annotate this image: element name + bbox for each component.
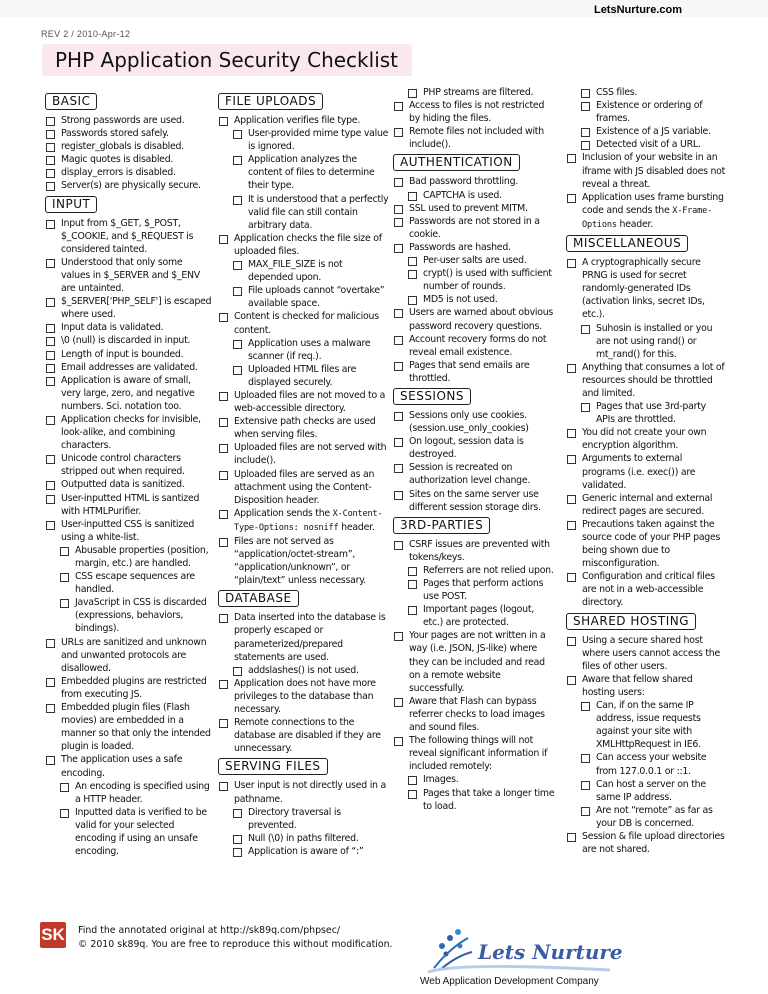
checklist-item (218, 611, 390, 663)
checklist-item (393, 333, 555, 359)
checklist-subitem (45, 570, 213, 596)
checklist-text: Account recovery forms do not reveal email existence. (409, 333, 547, 358)
checklist-item (45, 334, 213, 347)
checklist-text: JavaScript in CSS is discarded (expressions, behaviors, bindings). (75, 597, 207, 635)
checklist-item (45, 140, 213, 153)
checklist-item (218, 310, 390, 336)
section-heading-wrap (566, 610, 726, 634)
checklist-item (393, 461, 555, 487)
checklist-text: Arguments to external programs (i.e. exec()) are validated. (582, 453, 696, 491)
section-heading: DATABASE (218, 590, 299, 607)
checklist-text: Remote connections to the database are disabled if they are unnecessary. (234, 717, 381, 755)
checklist-subitem (218, 153, 390, 192)
checklist-item (393, 409, 555, 435)
checklist-item (393, 306, 555, 332)
checklist-item (45, 166, 213, 179)
section-heading: SERVING FILES (218, 758, 328, 775)
checklist-item (393, 695, 555, 734)
checklist-text: Directory traversal is prevented. (248, 806, 341, 831)
checklist-text: A cryptographically secure PRNG is used for secret randomly-generated IDs (activation links, secret IDs, etc.). (582, 257, 705, 321)
checklist-item (45, 701, 213, 753)
checklist-item (566, 426, 726, 452)
checklist-text: Are not “remote” as far as your DB is concerned. (596, 804, 713, 829)
checklist-text: Application is aware of small, very large, zero, and negative numbers. Sci. notation too. (61, 374, 195, 412)
checklist-text: Pages that send emails are throttled. (409, 359, 530, 384)
checklist-subitem (393, 577, 555, 603)
checklist-subitem (218, 193, 390, 232)
section-heading: INPUT (45, 196, 97, 213)
checklist-text: User-inputted HTML is santized with HTMLPurifier. (61, 492, 200, 517)
checklist-text: Abusable properties (position, margin, etc.) are handled. (75, 544, 209, 569)
checklist-item (393, 215, 555, 241)
checklist-item (218, 677, 390, 716)
checklist-item (45, 295, 213, 321)
column-2 (218, 90, 390, 858)
company-tagline: Web Application Development Company (420, 976, 599, 987)
checklist-subitem (566, 322, 726, 361)
checklist-text: CSRF issues are prevented with tokens/keys. (409, 538, 550, 563)
brand-link[interactable]: LetsNurture.com (593, 4, 682, 16)
checklist-subitem (218, 284, 390, 310)
checklist-text: Length of input is bounded. (61, 348, 184, 360)
checklist-text: Inputted data is verified to be valid for your selected encoding if using an unsafe encoding. (75, 806, 207, 858)
checklist-text: File uploads cannot “overtake” available space. (248, 285, 385, 310)
checklist-text: Generic internal and external redirect pages are secured. (582, 492, 713, 517)
footer-text (78, 924, 393, 952)
checklist-item (566, 452, 726, 491)
checklist-item (45, 452, 213, 478)
checklist-item (218, 535, 390, 587)
checklist-text: Email addresses are validated. (61, 361, 198, 373)
checklist-text: Server(s) are physically secure. (61, 180, 201, 192)
checklist-subitem (393, 603, 555, 629)
checklist-item (45, 675, 213, 701)
checklist-item (218, 415, 390, 441)
checklist-item (566, 634, 726, 673)
section-heading-wrap (45, 90, 213, 114)
checklist-text: Uploaded files are not served with include(). (234, 442, 387, 467)
checklist-text: Inclusion of your website in an iframe with JS disabled does not reveal a threat. (582, 152, 726, 190)
checklist-text: addslashes() is not used. (248, 664, 359, 676)
checklist-text: Pages that perform actions use POST. (423, 578, 544, 603)
checklist-text: CSS files. (596, 87, 638, 98)
checklist-item (393, 435, 555, 461)
checklist-text: \0 (null) is discarded in input. (61, 335, 191, 347)
company-name: Lets Nurture (478, 940, 623, 964)
checklist-text: Existence or ordering of frames. (596, 100, 703, 125)
checklist-item (393, 734, 555, 773)
checklist-subitem (393, 254, 555, 267)
checklist-text: Configuration and critical files are not in a web-accessible directory. (582, 571, 715, 609)
checklist-text: Passwords are hashed. (409, 241, 511, 253)
checklist-text: PHP streams are filtered. (423, 87, 534, 98)
checklist-text: Magic quotes is disabled. (61, 154, 174, 166)
checklist-item (45, 753, 213, 779)
checklist-text: Files are not served as “application/octet-stream”, “application/unknown”, or “plain/text” unless necessary. (234, 536, 366, 587)
checklist-subitem (218, 337, 390, 363)
checklist-text: Using a secure shared host where users cannot access the files of other users. (582, 634, 720, 672)
checklist-subitem (393, 293, 555, 306)
checklist-text: Passwords stored safely. (61, 128, 169, 140)
checklist-text: Anything that consumes a lot of resources should be throttled and limited. (582, 361, 725, 399)
checklist-text: Application verifies file type. (234, 115, 361, 126)
checklist-item (45, 518, 213, 544)
checklist-text: Images. (423, 774, 459, 786)
checklist-text: crypt() is used with sufficient number of rounds. (423, 268, 552, 293)
checklist-item (566, 673, 726, 699)
section-heading-wrap (393, 151, 555, 175)
checklist-subitem (45, 780, 213, 806)
checklist-subitem (393, 267, 555, 293)
checklist-text: Detected visit of a URL. (596, 139, 701, 151)
checklist-subitem (566, 751, 726, 777)
checklist-text: Extensive path checks are used when serving files. (234, 416, 376, 441)
checklist-text: Application sends the (234, 507, 330, 519)
checklist-item (566, 151, 726, 190)
checklist-text: SSL used to prevent MITM. (409, 202, 528, 214)
checklist-text: Content is checked for malicious content. (234, 311, 379, 336)
checklist-text: On logout, session data is destroyed. (409, 436, 524, 461)
checklist-text: Uploaded HTML files are displayed securely. (248, 363, 357, 388)
checklist-text: An encoding is specified using a HTTP header. (75, 780, 210, 805)
code-text: X-Frame-Options (582, 205, 713, 230)
section-heading: 3RD-PARTIES (393, 517, 490, 534)
section-heading: BASIC (45, 93, 97, 110)
checklist-item (393, 488, 555, 514)
checklist-subitem (393, 189, 555, 202)
checklist-text: It is understood that a perfectly valid file can still contain arbitrary data. (248, 193, 389, 231)
checklist-item (218, 441, 390, 467)
checklist-item (45, 321, 213, 334)
top-bar (0, 0, 768, 17)
checklist-item (45, 348, 213, 361)
checklist-text: Aware that fellow shared hosting users: (582, 673, 693, 698)
checklist-text: Null (\0) in paths filtered. (248, 832, 359, 844)
checklist-item (45, 153, 213, 166)
checklist-text: User-inputted CSS is sanitized using a white-list. (61, 518, 195, 543)
checklist-item (566, 361, 726, 400)
checklist-subitem (393, 564, 555, 577)
checklist-item (218, 716, 390, 755)
checklist-item (393, 359, 555, 385)
checklist-subitem (566, 699, 726, 751)
checklist-text: Strong passwords are used. (61, 115, 185, 126)
checklist-text: The following things will not reveal significant information if included remotely: (409, 735, 548, 773)
checklist-text: Application is aware of “:” (248, 845, 364, 857)
checklist-text: register_globals is disabled. (61, 141, 184, 153)
checklist-text: You did not create your own encryption algorithm. (582, 427, 707, 452)
section-heading: SESSIONS (393, 388, 471, 405)
checklist-text: Application uses a malware scanner (if req.). (248, 337, 371, 362)
checklist-text: Can, if on the same IP address, issue requests against your site with XMLHttpRequest in IE6. (596, 700, 701, 751)
checklist-text: MD5 is not used. (423, 294, 498, 306)
checklist-text: Application checks the file size of uploaded files. (234, 232, 382, 257)
checklist-item (45, 478, 213, 491)
checklist-subitem (566, 778, 726, 804)
checklist-subitem (566, 804, 726, 830)
checklist-text: Referrers are not relied upon. (423, 564, 554, 576)
checklist-subitem (566, 138, 726, 151)
checklist-text: Uploaded files are not moved to a web-accessible directory. (234, 389, 386, 415)
checklist-subitem (45, 596, 213, 635)
checklist-text: User input is not directly used in a pathname. (234, 780, 386, 805)
checklist-subitem (218, 806, 390, 832)
checklist-subitem (218, 664, 390, 677)
checklist-item (393, 125, 555, 151)
checklist-subitem (393, 773, 555, 786)
checklist-subitem (393, 86, 555, 99)
checklist-text: Understood that only some values in $_SERVER and $_ENV are untainted. (61, 256, 200, 295)
checklist-text: Input from $_GET, $_POST, $_COOKIE, and $_REQUEST is considered tainted. (61, 217, 194, 255)
checklist-item (218, 389, 390, 415)
section-heading-wrap (45, 193, 213, 217)
checklist-text: $_SERVER['PHP_SELF'] is escaped where used. (61, 296, 212, 321)
checklist-text: Sessions only use cookies. (session.use_only_cookies) (409, 409, 529, 435)
section-heading-wrap (218, 755, 390, 779)
section-heading-wrap (393, 385, 555, 409)
section-heading-wrap (218, 90, 390, 114)
checklist-text: Access to files is not restricted by hiding the files. (409, 100, 545, 125)
checklist-text: Embedded plugins are restricted from executing JS. (61, 675, 207, 700)
checklist-text: Users are warned about obvious password recovery questions. (409, 307, 554, 332)
checklist-text: Your pages are not written in a way (i.e. JSON, JS-like) where they can be included and read on a remote website successfully. (409, 630, 546, 694)
column-1 (45, 90, 213, 858)
checklist-item (45, 413, 213, 452)
checklist-subitem (218, 127, 390, 153)
checklist-subitem (218, 832, 390, 845)
checklist-text: Remote files not included with include(). (409, 126, 544, 151)
checklist-item (393, 99, 555, 125)
checklist-item (45, 374, 213, 413)
column-4 (566, 86, 726, 856)
footer-line-2: © 2010 sk89q. You are free to reproduce this without modification. (78, 939, 393, 950)
checklist-item (566, 492, 726, 518)
checklist-text: Important pages (logout, etc.) are protected. (423, 604, 535, 629)
checklist-text: CSS escape sequences are handled. (75, 571, 195, 596)
column-3 (393, 86, 555, 813)
checklist-item (218, 779, 390, 805)
checklist-text: Data inserted into the database is properly escaped or parameterized/prepared statements are used. (234, 612, 386, 663)
checklist-text-tail: header. (616, 218, 653, 230)
checklist-text: display_errors is disabled. (61, 167, 176, 179)
checklist-text: Uploaded files are served as an attachment using the Content-Disposition header. (234, 468, 375, 506)
checklist-item (45, 492, 213, 518)
checklist-item (566, 191, 726, 232)
checklist-text: Suhosin is installed or you are not using rand() or mt_rand() for this. (596, 322, 713, 360)
checklist-item (393, 538, 555, 564)
checklist-text: Existence of a JS variable. (596, 126, 711, 138)
checklist-item (393, 175, 555, 188)
checklist-text: The application uses a safe encoding. (61, 754, 183, 779)
checklist-text: Precautions taken against the source code of your PHP pages being shown due to misconfiguration. (582, 518, 721, 570)
footer-line-1: Find the annotated original at http://sk89q.com/phpsec/ (78, 925, 341, 936)
section-heading: FILE UPLOADS (218, 93, 323, 110)
checklist-text: Passwords are not stored in a cookie. (409, 215, 540, 240)
checklist-text: Bad password throttling. (409, 176, 519, 188)
checklist-item (45, 636, 213, 675)
checklist-item (566, 256, 726, 321)
checklist-item (393, 241, 555, 254)
checklist-item (218, 468, 390, 507)
checklist-text: Application uses frame bursting code and sends the (582, 191, 724, 216)
checklist-subitem (45, 544, 213, 570)
checklist-text: Application does not have more privileges to the database than necessary. (234, 677, 376, 716)
section-heading: AUTHENTICATION (393, 154, 520, 171)
checklist-text: Sites on the same server use different session storage dirs. (409, 488, 541, 513)
checklist-text: Per-user salts are used. (423, 255, 527, 267)
checklist-text-tail: header. (338, 521, 375, 533)
section-heading-wrap (393, 514, 555, 538)
checklist-text: Can access your website from 127.0.0.1 or ::1. (596, 752, 707, 777)
checklist-item (45, 217, 213, 256)
checklist-item (566, 830, 726, 856)
checklist-subitem (45, 806, 213, 858)
checklist-item (45, 179, 213, 192)
checklist-text: CAPTCHA is used. (423, 189, 502, 201)
checklist-text: Pages that use 3rd-party APIs are throttled. (596, 401, 706, 426)
checklist-subitem (393, 787, 555, 813)
checklist-subitem (218, 363, 390, 389)
checklist-item (393, 629, 555, 694)
checklist-text: Session & file upload directories are not shared. (582, 830, 725, 856)
checklist-text: Application analyzes the content of files to determine their type. (248, 154, 375, 192)
checklist-text: Outputted data is sanitized. (61, 479, 185, 491)
checklist-text: User-provided mime type value is ignored. (248, 128, 389, 153)
checklist-text: Aware that Flash can bypass referrer checks to load images and sound files. (409, 695, 545, 734)
section-heading: SHARED HOSTING (566, 613, 696, 630)
checklist-item (45, 256, 213, 295)
sk89q-logo: SK (40, 922, 66, 948)
checklist-item (45, 114, 213, 127)
section-heading-wrap (218, 587, 390, 611)
checklist-item (566, 570, 726, 609)
checklist-subitem (218, 845, 390, 858)
checklist-item (45, 127, 213, 140)
checklist-item (218, 507, 390, 535)
checklist-item (393, 202, 555, 215)
checklist-text: MAX_FILE_SIZE is not depended upon. (248, 259, 343, 284)
checklist-item (45, 361, 213, 374)
page-title: PHP Application Security Checklist (42, 44, 412, 76)
checklist-text: Session is recreated on authorization level change. (409, 462, 531, 487)
checklist-text: Embedded plugin files (Flash movies) are embedded in a manner so that only the intended plugin is loaded. (61, 702, 211, 753)
checklist-item (566, 518, 726, 570)
checklist-text: Input data is validated. (61, 322, 164, 334)
revision-label: REV 2 / 2010-Apr-12 (41, 29, 131, 39)
checklist-item (218, 114, 390, 127)
checklist-item (218, 232, 390, 258)
checklist-text: Unicode control characters stripped out when required. (61, 453, 185, 478)
section-heading-wrap (566, 232, 726, 256)
checklist-text: Application checks for invisible, look-alike, and combining characters. (61, 413, 201, 452)
checklist-text: Can host a server on the same IP address. (596, 778, 706, 803)
code-text: X-Content-Type-Options: nosniff (234, 508, 383, 533)
section-heading: MISCELLANEOUS (566, 235, 688, 252)
checklist-subitem (566, 86, 726, 99)
checklist-subitem (218, 258, 390, 284)
checklist-subitem (566, 99, 726, 125)
checklist-subitem (566, 125, 726, 138)
checklist-subitem (566, 400, 726, 426)
checklist-text: Pages that take a longer time to load. (423, 787, 555, 812)
checklist-text: URLs are sanitized and unknown and unwanted protocols are disallowed. (61, 636, 207, 674)
